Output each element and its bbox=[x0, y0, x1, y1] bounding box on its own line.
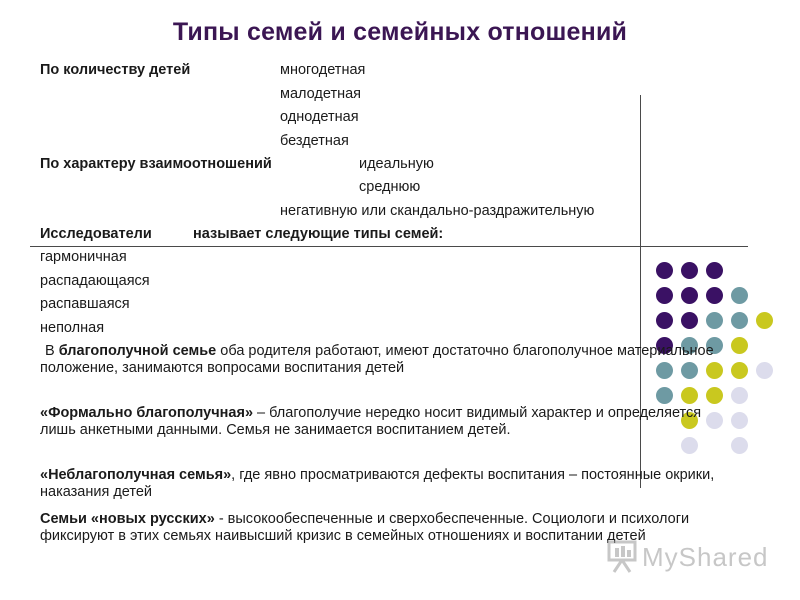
p3-bold: «Неблагополучная семья» bbox=[40, 467, 232, 483]
p1-rest: оба родителя работают, имеют достаточно благополучное материальное положение, занимаются вопросами воспитания детей bbox=[40, 343, 714, 376]
decor-dot bbox=[731, 412, 748, 429]
decor-dot bbox=[706, 312, 723, 329]
decor-dot bbox=[731, 387, 748, 404]
relations-type-item: среднюю bbox=[359, 179, 421, 195]
by-relations-label: По характеру взаимоотношений bbox=[40, 156, 272, 172]
by-children-label: По количеству детей bbox=[40, 62, 191, 78]
decor-dot bbox=[756, 362, 773, 379]
children-type-item: многодетная bbox=[280, 62, 366, 78]
decor-dot bbox=[656, 387, 673, 404]
p2-rest: – благополучие нередко носит видимый характер и определяется лишь анкетными данными. Семья не занимается воспитанием детей. bbox=[40, 405, 702, 438]
p1-bold: благополучной семье bbox=[58, 343, 217, 359]
family-type-item: неполная bbox=[40, 320, 105, 336]
decor-dot bbox=[731, 437, 748, 454]
horizontal-divider bbox=[30, 246, 748, 247]
decor-dot bbox=[706, 387, 723, 404]
decor-dot bbox=[681, 312, 698, 329]
family-type-item: распавшаяся bbox=[40, 296, 130, 312]
decor-dot bbox=[731, 312, 748, 329]
decor-dot bbox=[656, 312, 673, 329]
relations-type-item: идеальную bbox=[359, 156, 434, 172]
paragraph-dysfunctional bbox=[40, 467, 730, 501]
decor-dot bbox=[656, 262, 673, 279]
page-title: Типы семей и семейных отношений bbox=[172, 18, 628, 46]
presentation-icon bbox=[606, 538, 638, 574]
decor-dot bbox=[731, 287, 748, 304]
p2-bold: «Формально благополучная» bbox=[40, 405, 254, 421]
paragraph-prosperous bbox=[40, 343, 730, 377]
decor-dot bbox=[706, 262, 723, 279]
decor-dot bbox=[681, 437, 698, 454]
children-type-item: однодетная bbox=[280, 109, 359, 125]
family-type-item: распадающаяся bbox=[40, 273, 150, 289]
relations-type-item: негативную или скандально-раздражительную bbox=[280, 203, 595, 219]
children-type-item: бездетная bbox=[280, 133, 349, 149]
children-type-item: малодетная bbox=[280, 86, 362, 102]
decor-dot bbox=[706, 287, 723, 304]
p3-rest: , где явно просматриваются дефекты воспитания – постоянные окрики, наказания детей bbox=[40, 467, 715, 500]
watermark-text: MyShared bbox=[642, 542, 769, 572]
family-type-item: гармоничная bbox=[40, 249, 127, 265]
decor-dot bbox=[731, 362, 748, 379]
decor-dot bbox=[681, 387, 698, 404]
paragraph-formal bbox=[40, 405, 730, 439]
researchers-text: называет следующие типы семей: bbox=[193, 226, 444, 242]
decor-dot bbox=[756, 312, 773, 329]
decor-dot bbox=[681, 287, 698, 304]
decor-dot bbox=[656, 287, 673, 304]
p1-prefix: В bbox=[45, 343, 59, 359]
decor-dot bbox=[731, 337, 748, 354]
p4-bold: Семьи «новых русских» bbox=[40, 511, 215, 527]
watermark bbox=[606, 538, 769, 578]
decor-dot bbox=[681, 262, 698, 279]
researchers-label: Исследователи bbox=[40, 226, 152, 242]
p4-rest: - высокообеспеченные и сверхобеспеченные. Социологи и психологи фиксируют в этих семьях наивысший кризис в семейных отношениях и воспитании детей bbox=[40, 511, 690, 544]
